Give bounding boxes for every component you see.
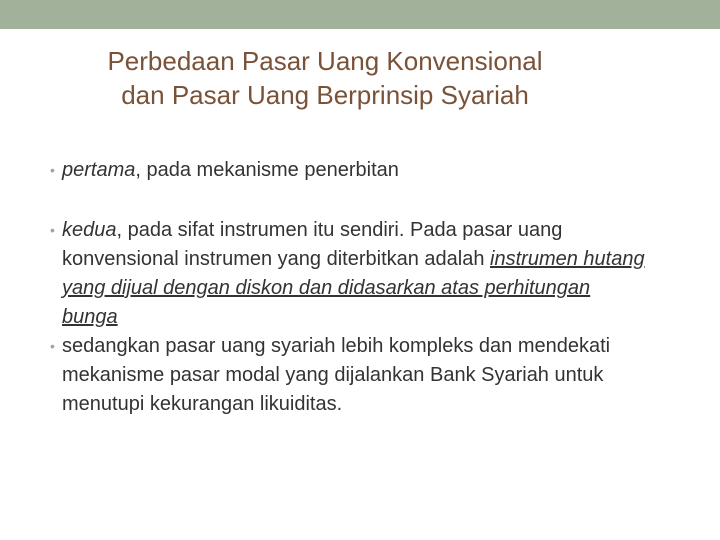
slide-title-line-1: Perbedaan Pasar Uang Konvensional [107, 46, 543, 76]
bullet-item-3 [50, 332, 650, 419]
bullet-lead-2: kedua [62, 219, 117, 241]
slide-title-line-2: dan Pasar Uang Berprinsip Syariah [121, 80, 529, 110]
bullet-rest-1: , pada mekanisme penerbitan [135, 159, 399, 181]
bullet-lead-1: pertama [62, 159, 136, 181]
bullet-dot-icon: • [50, 162, 55, 178]
bullet-underlined-2: instrumen hutang yang dijual dengan diskon dan didasarkan atas perhitungan bunga [62, 248, 645, 328]
bullet-item-2 [50, 216, 650, 332]
bullet-text-1 [62, 156, 650, 185]
slide-title [60, 44, 590, 112]
bullet-item-1 [50, 156, 650, 185]
slide-body [50, 156, 650, 419]
bullet-text-3: sedangkan pasar uang syariah lebih kompleks dan mendekati mekanisme pasar modal yang dijalankan Bank Syariah untuk menutupi kekurangan likuiditas. [62, 335, 611, 415]
bullet-dot-icon: • [50, 222, 55, 238]
bullet-rest-2: , pada sifat instrumen itu sendiri. Pada pasar uang konvensional instrumen yang diterbitkan adalah [62, 219, 563, 270]
top-accent-bar [0, 0, 720, 29]
bullet-text-2 [62, 216, 650, 332]
bullet-dot-icon: • [50, 338, 55, 354]
